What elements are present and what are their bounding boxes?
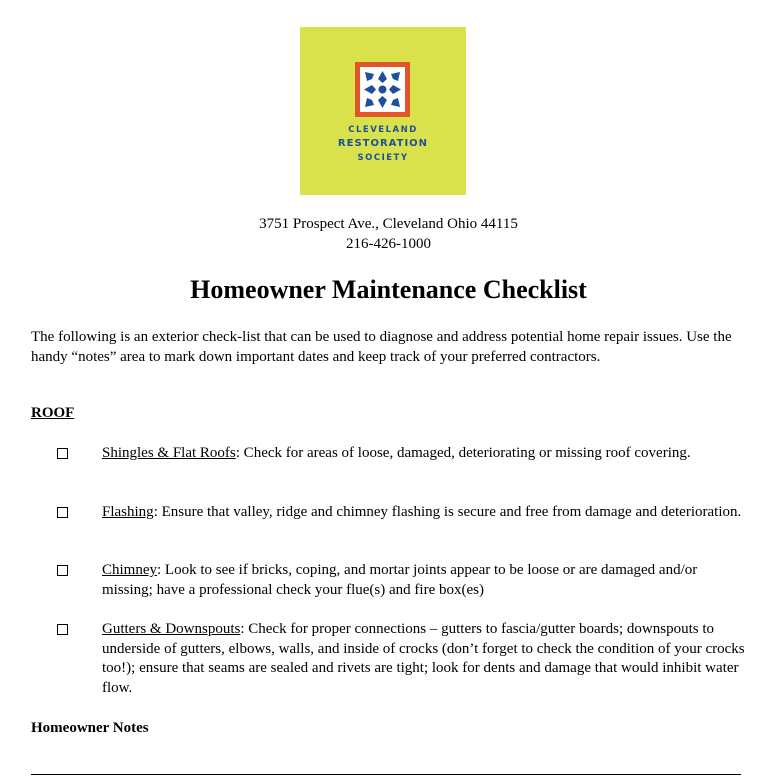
checkbox[interactable] xyxy=(57,448,68,459)
logo xyxy=(300,27,466,195)
checkbox[interactable] xyxy=(57,624,68,635)
item-description: : Look to see if bricks, coping, and mortar joints appear to be loose or are damaged and/or missing; have a professional check your flue(s) and fire box(es) xyxy=(102,562,698,598)
section-heading-roof: ROOF xyxy=(31,405,75,421)
item-label: Flashing xyxy=(102,504,154,520)
checkbox[interactable] xyxy=(57,565,68,576)
checkbox[interactable] xyxy=(57,507,68,518)
checklist-item-flashing xyxy=(57,503,747,523)
checklist-item-chimney xyxy=(57,561,747,600)
notes-line[interactable] xyxy=(31,774,741,775)
item-description: : Ensure that valley, ridge and chimney flashing is secure and free from damage and deterioration. xyxy=(153,504,742,520)
logo-text-line1: CLEVELAND xyxy=(348,125,418,135)
item-description: : Check for proper connections – gutters to fascia/gutter boards; downspouts to underside of gutters, elbows, walls, and inside of crocks (don’t forget to check the condition of your crocks too!); ensure that seams are sealed and rivets are tight; look for dents and damage that would inhibit water flow. xyxy=(102,621,745,696)
page-title: Homeowner Maintenance Checklist xyxy=(190,275,587,304)
intro-paragraph: The following is an exterior check-list that can be used to diagnose and address potential home repair issues. Use the handy “notes” area to mark down important dates and keep track of your preferred contractors. xyxy=(31,329,732,365)
logo-text-line2: RESTORATION xyxy=(337,138,429,149)
item-label: Shingles & Flat Roofs xyxy=(102,445,236,461)
checklist-item-gutters xyxy=(57,620,747,698)
street-address: 3751 Prospect Ave., Cleveland Ohio 44115 xyxy=(259,216,518,232)
notes-heading: Homeowner Notes xyxy=(31,720,149,736)
item-label: Chimney xyxy=(102,562,157,578)
item-label: Gutters & Downspouts xyxy=(102,621,241,637)
logo-text-line3: SOCIETY xyxy=(357,153,409,163)
item-description: : Check for areas of loose, damaged, deteriorating or missing roof covering. xyxy=(235,445,691,461)
phone-number: 216-426-1000 xyxy=(346,236,431,252)
ornamental-tile-icon xyxy=(355,62,410,117)
checklist-item-shingles xyxy=(57,444,747,464)
